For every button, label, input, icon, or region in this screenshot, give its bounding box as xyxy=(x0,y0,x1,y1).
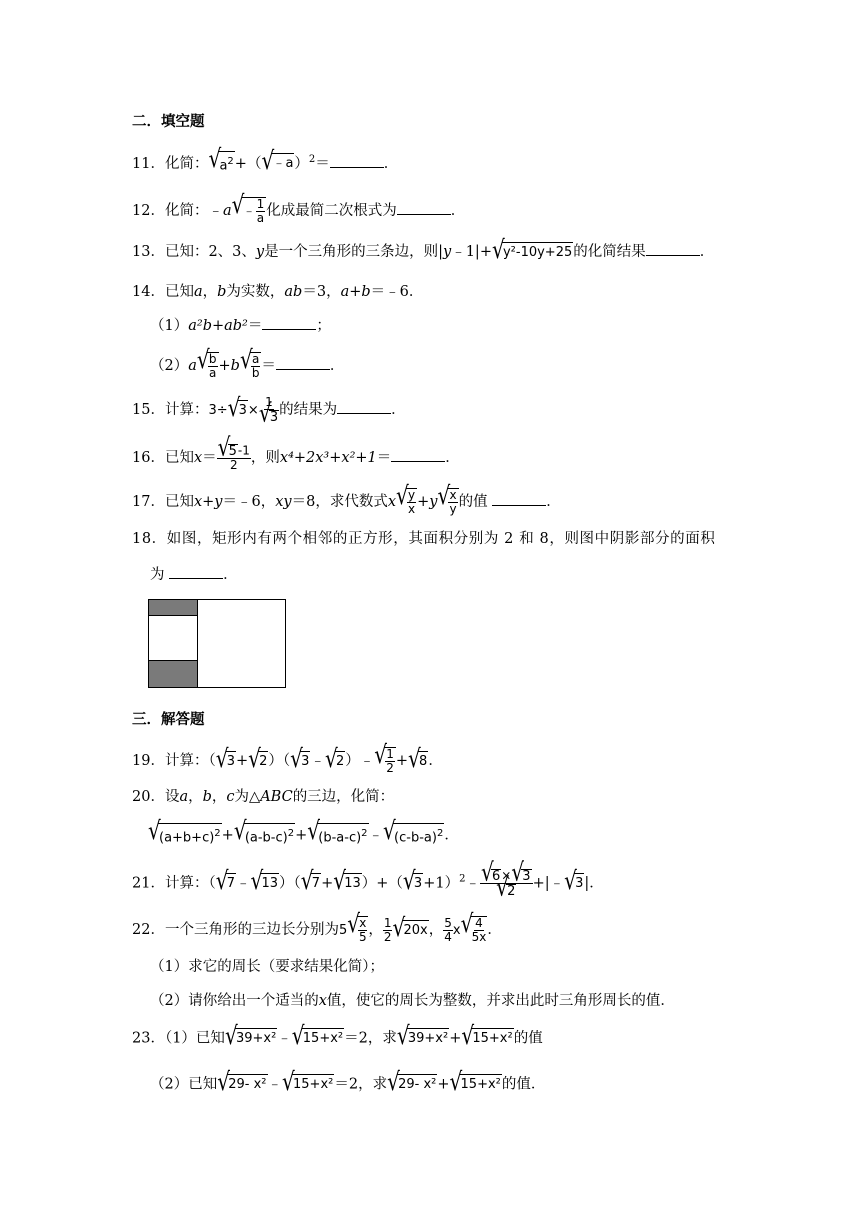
comma: ， xyxy=(211,789,227,805)
value: ＝3， xyxy=(302,284,341,300)
sqrt xyxy=(240,352,261,380)
expression: x+y xyxy=(193,494,223,510)
question-text: 计算： xyxy=(164,402,209,418)
question-17 xyxy=(132,488,561,516)
plus: + xyxy=(218,358,231,374)
sqrt: √ $a^2$ xyxy=(208,151,234,176)
period: ． xyxy=(450,203,466,219)
question-text-tail: 的结果为 xyxy=(279,402,338,418)
exponent: 2 xyxy=(459,873,466,885)
equals: ＝ xyxy=(261,358,276,374)
expr-ab: ab xyxy=(284,284,303,300)
fraction: √ 6×√ 3 √ 2 xyxy=(480,869,533,898)
var-b: b xyxy=(230,358,240,374)
question-number: 13． xyxy=(132,244,165,260)
answer-blank[interactable] xyxy=(646,241,700,256)
sqrt: √ y²-10y+25 xyxy=(492,242,573,263)
minus: ﹣ xyxy=(465,875,480,892)
minus: ﹣ xyxy=(267,1076,283,1093)
fraction: √ $\frac{a}{b}$ xyxy=(251,352,260,380)
question-23-part-2 xyxy=(150,1074,545,1095)
question-text: 化简：﹣ xyxy=(164,203,223,219)
var-x: x xyxy=(387,494,397,510)
question-15 xyxy=(132,396,406,424)
question-18-line-2 xyxy=(150,564,238,585)
small-square xyxy=(149,616,198,660)
question-21 xyxy=(132,869,604,898)
sqrt: √ 3 xyxy=(216,751,236,772)
question-number: 20． xyxy=(132,789,165,805)
answer-blank[interactable] xyxy=(330,153,384,168)
question-22 xyxy=(132,916,502,944)
question-number: 22． xyxy=(132,922,165,938)
section-3-title: 三．解答题 xyxy=(132,711,205,728)
period: ． xyxy=(428,753,443,769)
question-number: 14． xyxy=(132,284,165,300)
period: ． xyxy=(223,567,238,583)
question-number: 19． xyxy=(132,753,165,769)
var-y: y xyxy=(429,494,438,510)
fraction: $\frac{5}{4}$ xyxy=(444,915,452,944)
question-text-tail: 的值 xyxy=(513,1030,543,1047)
question-number: 17． xyxy=(132,494,165,510)
question-text: 为实数， xyxy=(226,284,285,300)
question-19 xyxy=(132,747,443,775)
sqrt: √ 3 xyxy=(564,873,584,894)
exponent: 2 xyxy=(308,154,316,165)
question-14-part-2 xyxy=(150,352,344,380)
var-x: x xyxy=(452,923,461,938)
question-text: ，则 xyxy=(250,450,280,466)
sqrt: √ $\frac{x}{y}$ xyxy=(437,488,458,516)
question-22-part-1: （1）求它的周长（要求结果化简）； xyxy=(150,959,384,975)
question-13 xyxy=(132,241,714,263)
sqrt: √ $(a-b-c)^2$ xyxy=(234,823,295,848)
expression: x⁴+2x³+x²+1 xyxy=(279,450,377,466)
sqrt: √ $(a+b+c)^2$ xyxy=(148,823,222,848)
question-12 xyxy=(132,197,465,225)
sqrt: √ $\frac{1}{2}$ xyxy=(374,747,396,775)
var-a: a xyxy=(179,789,189,805)
answer-blank[interactable] xyxy=(262,315,316,330)
fraction: $\frac{1}{a}$ xyxy=(256,197,265,225)
sqrt: √ 8 xyxy=(408,751,428,772)
question-14-part-1 xyxy=(150,315,331,336)
plus: + xyxy=(437,1076,450,1093)
expr-a-plus-b: a+b xyxy=(340,284,371,300)
sqrt: √ 13 xyxy=(250,873,279,894)
equals: ＝ xyxy=(247,318,263,334)
paren: ）+（ xyxy=(361,875,403,892)
period: ． xyxy=(383,155,399,172)
var-b: b xyxy=(217,284,227,300)
fraction: $\frac{1}{2}$ xyxy=(383,915,392,944)
question-number: 21． xyxy=(132,875,165,892)
period: ． xyxy=(699,244,715,260)
question-11 xyxy=(132,150,398,176)
period: ． xyxy=(444,827,459,844)
var-a: a xyxy=(222,203,232,219)
minus: ﹣ xyxy=(235,875,251,892)
plus: + xyxy=(235,753,249,769)
answer-blank[interactable] xyxy=(391,447,445,462)
absolute: +|﹣ xyxy=(532,875,565,892)
shaded-region-top xyxy=(149,600,198,616)
period: ． xyxy=(546,494,561,510)
question-number: 16． xyxy=(132,450,165,466)
sqrt: √ 15+x² xyxy=(461,1028,513,1049)
var-c: c xyxy=(226,789,235,805)
sqrt: √ 39+x² xyxy=(397,1028,449,1049)
paren: ）（ xyxy=(268,753,291,769)
question-text-tail: 的三边，化简： xyxy=(292,789,395,805)
sqrt: √ 13 xyxy=(333,873,362,894)
question-text-tail: 的化简结果 xyxy=(573,244,646,260)
question-text-tail: 化成最简二次根式为 xyxy=(266,203,397,219)
question-14 xyxy=(132,282,423,302)
period: |． xyxy=(584,875,604,892)
sqrt: √ 7 xyxy=(216,873,236,894)
answer-blank[interactable] xyxy=(492,491,546,506)
rectangle-figure xyxy=(148,599,286,688)
sqrt: √ $(c-b-a)^2$ xyxy=(383,823,444,848)
question-number: 18． xyxy=(132,531,167,547)
var-y: y xyxy=(443,244,452,260)
var-a: a xyxy=(193,284,203,300)
part-label: （2）已知 xyxy=(150,1076,218,1093)
period: ． xyxy=(445,450,460,466)
shaded-region-bottom xyxy=(149,660,198,687)
sqrt xyxy=(197,352,219,380)
sqrt xyxy=(261,153,294,174)
plus: + xyxy=(321,875,334,892)
expression: 3÷ xyxy=(208,403,228,418)
expression: xy xyxy=(275,494,292,510)
var-x: x xyxy=(193,450,203,466)
question-text: ＝8，求代数式 xyxy=(291,494,388,510)
sqrt: √ 3 xyxy=(290,751,310,772)
question-text: 计算：（ xyxy=(164,753,216,769)
sqrt: √ 29- x² xyxy=(217,1074,267,1095)
question-text: 为 xyxy=(150,567,165,583)
coefficient: 5 xyxy=(338,923,348,938)
question-18 xyxy=(132,529,715,549)
question-text: 已知：2、3、 xyxy=(164,244,256,260)
question-text: 设 xyxy=(164,789,180,805)
sqrt: √ 15+x² xyxy=(292,1028,344,1049)
period: ． xyxy=(391,402,406,418)
section-2-title: 二．填空题 xyxy=(132,113,205,130)
var-b: b xyxy=(202,789,212,805)
question-20 xyxy=(132,787,394,807)
sqrt: √ 15+x² xyxy=(450,1074,502,1095)
question-16 xyxy=(132,444,460,472)
question-text: ＝2，求 xyxy=(334,1076,388,1093)
sqrt: √ 39+x² xyxy=(225,1028,277,1049)
fraction: √ $\frac{5-1}{2}$ xyxy=(217,444,251,472)
sqrt: √ $\frac{x}{5}$ xyxy=(347,916,368,944)
sqrt: √ 3 xyxy=(403,873,423,894)
question-text: 为△ xyxy=(234,789,261,805)
question-text: 已知 xyxy=(164,450,194,466)
question-text: （2）请你给出一个适当的 xyxy=(150,993,319,1009)
fraction: 1 √ 3 xyxy=(259,396,279,424)
minus: ﹣ xyxy=(277,1030,292,1047)
period: ． xyxy=(487,922,502,938)
value: ＝﹣6． xyxy=(370,284,424,300)
answer-blank[interactable] xyxy=(169,564,223,579)
question-22-part-2 xyxy=(150,991,675,1011)
paren: ） xyxy=(294,155,309,172)
sqrt: √ $\frac{4}{5x}$ xyxy=(461,916,488,944)
question-text: 化简： xyxy=(164,155,209,172)
sqrt: √ 2 xyxy=(248,751,268,772)
plus: + xyxy=(449,1030,462,1047)
comma: ， xyxy=(428,922,444,938)
question-text: 已知 xyxy=(164,494,194,510)
radicand: ﹣a xyxy=(271,153,294,174)
question-text: ＝2，求 xyxy=(344,1030,397,1047)
answer-blank[interactable] xyxy=(276,355,330,370)
sqrt: √ 7 xyxy=(301,873,321,894)
minus: ﹣ xyxy=(368,827,384,844)
equals: ＝ xyxy=(315,155,330,172)
question-text-mid: 是一个三角形的三条边，则| xyxy=(264,244,443,260)
question-text: 已知 xyxy=(164,284,194,300)
plus: +（ xyxy=(234,155,262,172)
comma: ， xyxy=(188,789,203,805)
question-20-expression xyxy=(148,823,459,848)
answer-blank[interactable] xyxy=(337,399,391,414)
expression: a²b+ab² xyxy=(188,318,248,334)
comma: ， xyxy=(368,922,383,938)
equals: ＝ xyxy=(376,450,392,466)
question-text: 如图，矩形内有两个相邻的正方形，其面积分别为 2 和 8，则图中阴影部分的面积 xyxy=(166,531,716,547)
plus: + xyxy=(395,753,409,769)
part-label: （1）已知 xyxy=(164,1030,225,1047)
question-text-mid: ﹣1|+ xyxy=(451,244,492,260)
question-23-part-1 xyxy=(132,1028,543,1049)
sqrt: √ 20x xyxy=(392,920,428,941)
semicolon: ； xyxy=(316,318,331,334)
answer-blank[interactable] xyxy=(397,200,451,215)
question-text: 值，使它的周长为整数，并求出此时三角形周长的值． xyxy=(326,993,675,1009)
minus: ﹣ xyxy=(242,204,256,219)
sqrt: √ 15+x² xyxy=(282,1074,334,1095)
equals: ＝ xyxy=(202,450,217,466)
sqrt: √ $\frac{y}{x}$ xyxy=(396,488,417,516)
sqrt: √ 3 xyxy=(228,400,248,421)
var-y: y xyxy=(255,244,265,260)
sqrt: √ $(b-a-c)^2$ xyxy=(307,823,368,848)
question-text: 一个三角形的三边长分别为 xyxy=(164,922,339,938)
times: × xyxy=(247,403,259,418)
plus: + xyxy=(221,827,234,844)
paren: ）（ xyxy=(279,875,301,892)
var-a: a xyxy=(188,358,197,374)
question-text-tail: 的值． xyxy=(501,1076,546,1093)
paren: ）﹣ xyxy=(345,753,375,769)
sqrt xyxy=(232,197,267,225)
comma: ， xyxy=(202,284,218,300)
question-text: 计算：（ xyxy=(164,875,216,892)
period: ． xyxy=(329,358,345,374)
question-number: 11． xyxy=(132,155,165,172)
var-x: x xyxy=(318,993,327,1009)
question-text-tail: 的值 xyxy=(458,494,488,510)
sqrt: √ 2 xyxy=(325,751,345,772)
triangle-name: ABC xyxy=(260,789,293,805)
question-number: 12． xyxy=(132,203,165,219)
part-label: （1） xyxy=(150,318,189,334)
part-label: （2） xyxy=(150,358,189,374)
fraction: √ $\frac{b}{a}$ xyxy=(208,352,217,380)
value: ＝﹣6， xyxy=(222,494,276,510)
plus: + xyxy=(417,494,430,510)
minus: ﹣ xyxy=(310,753,325,769)
plus: + xyxy=(295,827,308,844)
radicand: a xyxy=(219,158,228,174)
question-number: 15． xyxy=(132,402,165,418)
paren: +1） xyxy=(423,875,460,892)
question-number: 23． xyxy=(132,1030,165,1047)
sqrt: √ 29- x² xyxy=(387,1074,437,1095)
